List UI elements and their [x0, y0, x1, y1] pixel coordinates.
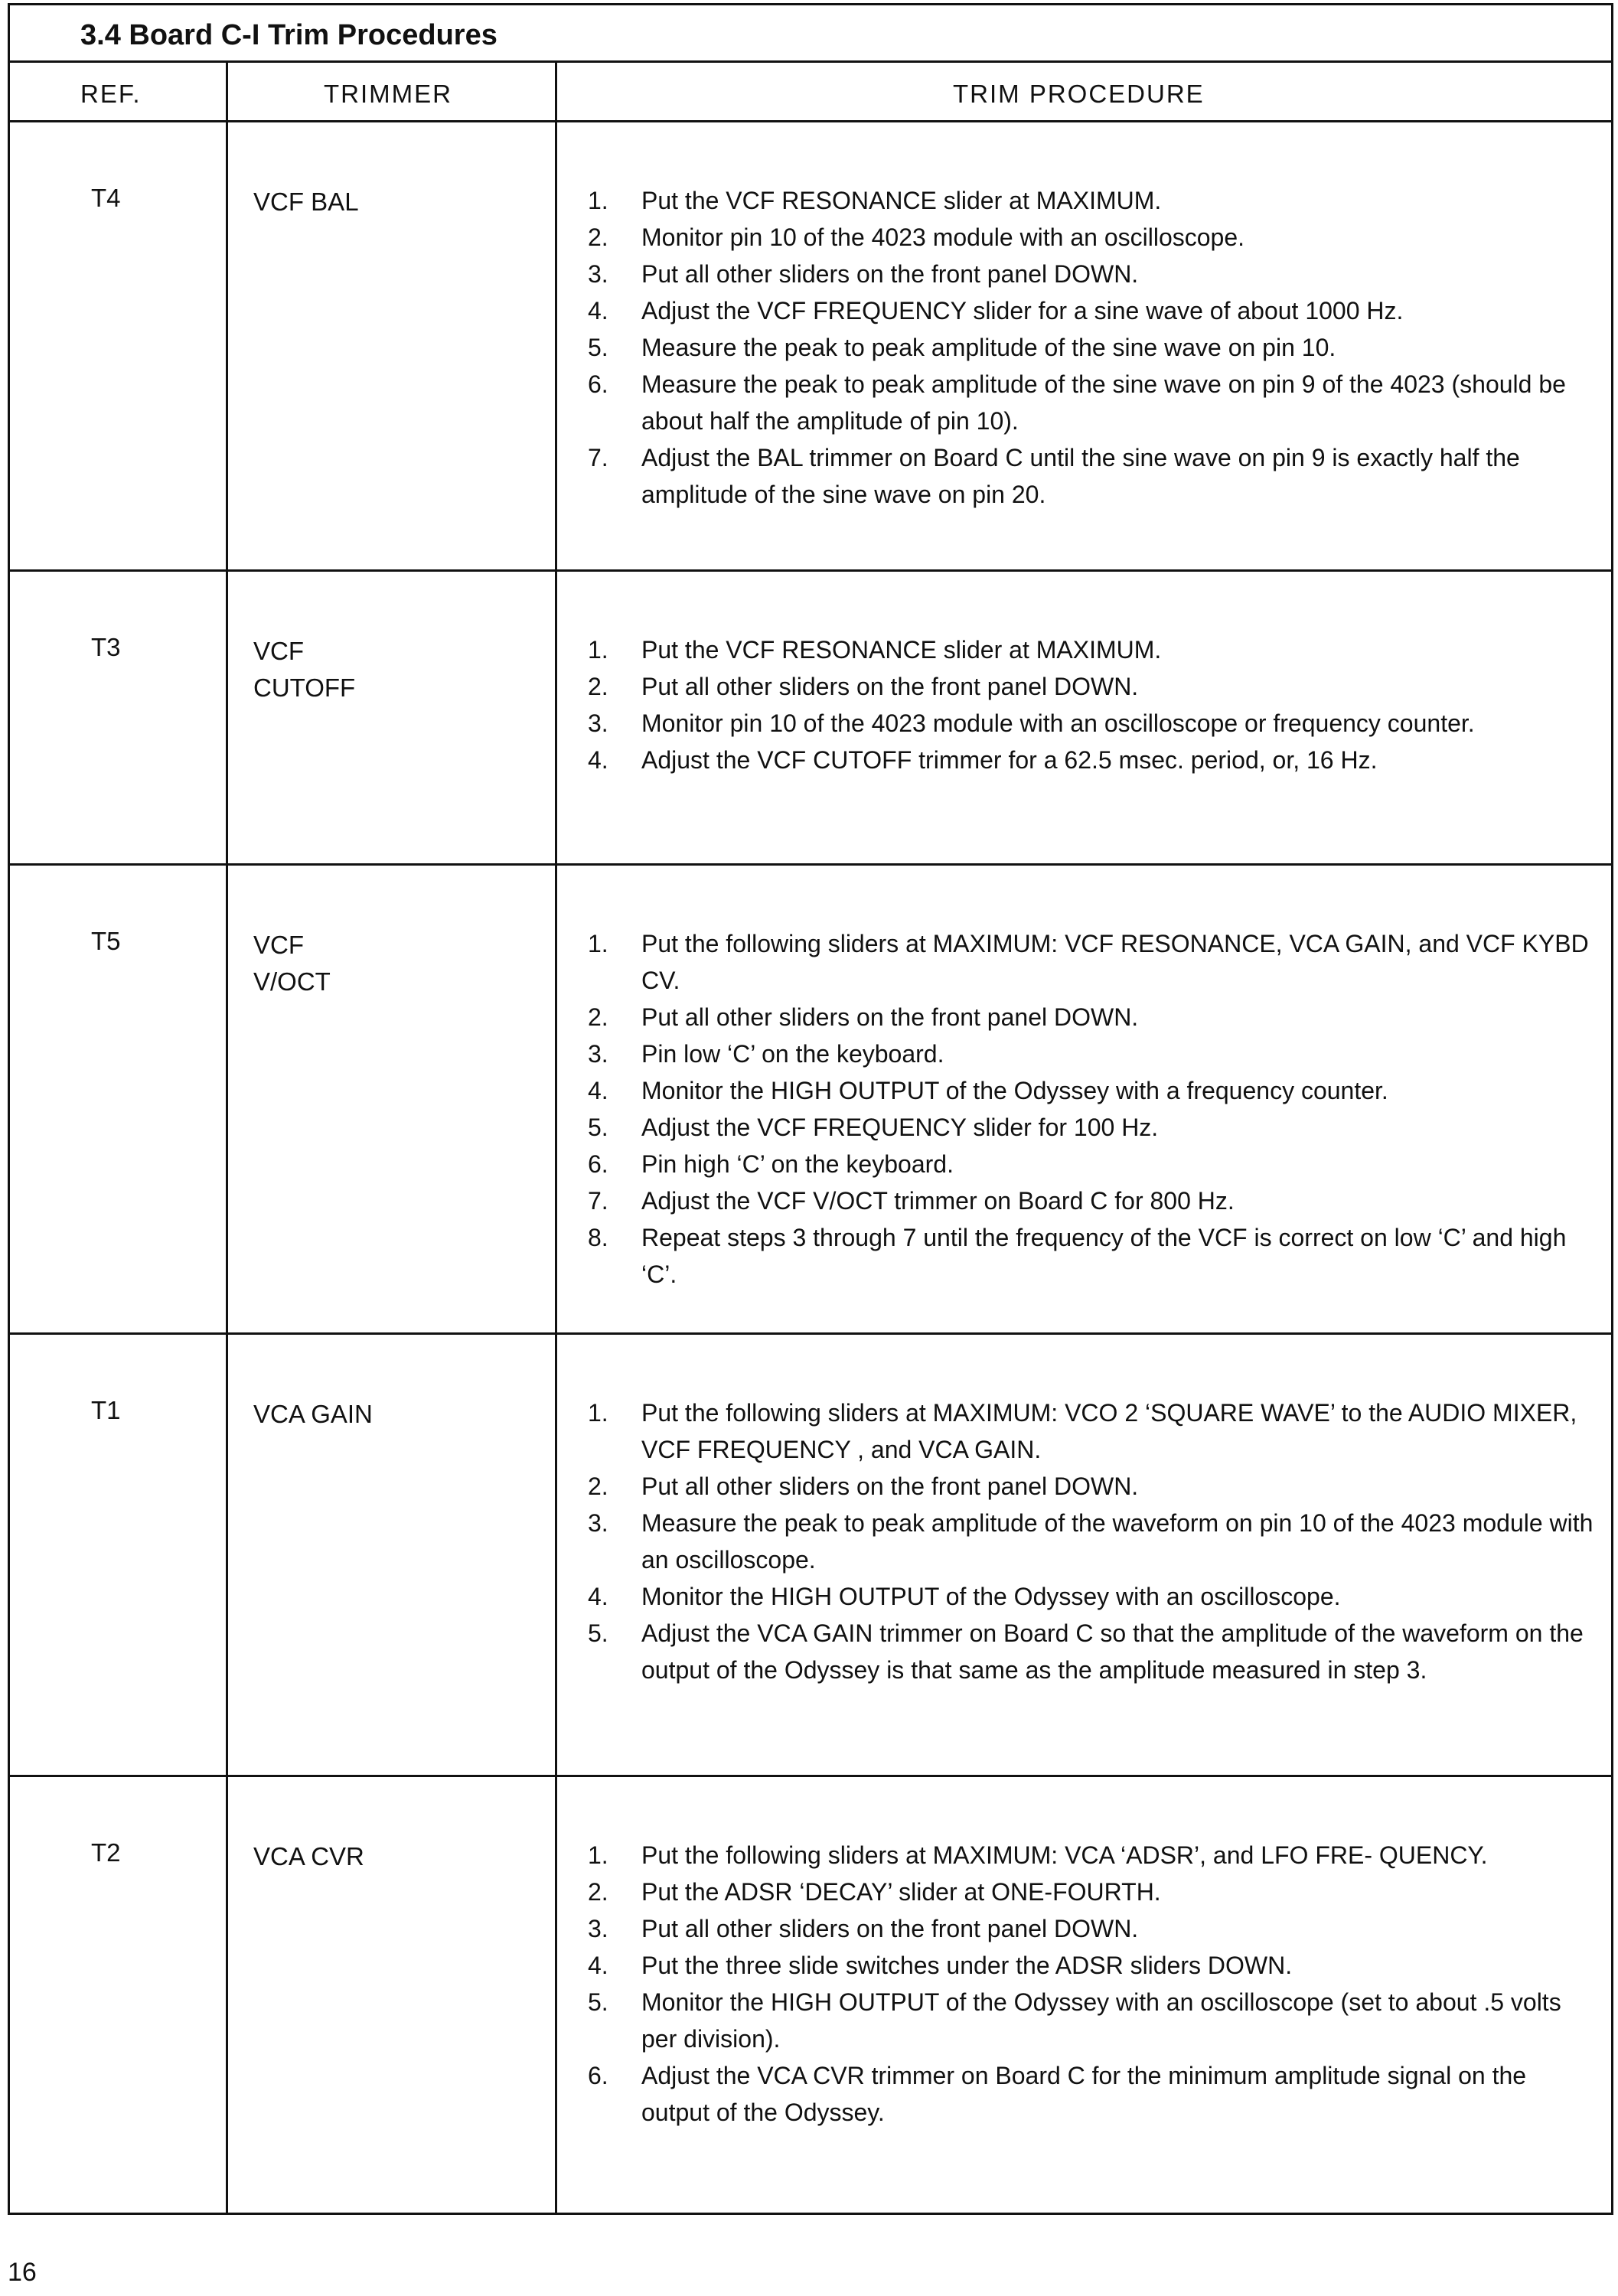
step-text: Put all other sliders on the front panel DOWN.: [641, 1915, 1139, 1942]
procedure-step: [588, 1874, 1598, 1910]
table-row: [10, 866, 1611, 1335]
step-number: 2.: [588, 223, 608, 251]
procedure-step: [588, 1505, 1598, 1578]
ref-cell: T4: [91, 184, 121, 212]
table-row: [10, 1777, 1611, 2215]
procedure-steps: [588, 925, 1598, 1293]
procedure-step: [588, 1984, 1598, 2057]
step-number: 8.: [588, 1224, 608, 1251]
step-text: Repeat steps 3 through 7 until the frequency of the VCF is correct on low ‘C’ and high ‘C’.: [641, 1224, 1567, 1288]
step-number: 2.: [588, 673, 608, 700]
ref-header: REF.: [80, 80, 142, 108]
step-number: 1.: [588, 1841, 608, 1869]
procedure-step: [588, 631, 1598, 668]
step-number: 6.: [588, 1150, 608, 1178]
step-text: Put all other sliders on the front panel DOWN.: [641, 673, 1139, 700]
trim-procedures-table: [8, 3, 1613, 2215]
procedure-step: [588, 1578, 1598, 1615]
step-text: Adjust the BAL trimmer on Board C until the sine wave on pin 9 is exactly half the amplitude of the sine wave on pin 20.: [641, 444, 1520, 508]
step-text: Adjust the VCF CUTOFF trimmer for a 62.5 msec. period, or, 16 Hz.: [641, 746, 1378, 774]
procedure-step: [588, 1146, 1598, 1182]
step-text: Measure the peak to peak amplitude of the waveform on pin 10 of the 4023 module with an oscilloscope.: [641, 1509, 1594, 1574]
step-number: 6.: [588, 370, 608, 398]
step-text: Monitor pin 10 of the 4023 module with an oscilloscope or frequency counter.: [641, 709, 1475, 737]
procedure-step: [588, 705, 1598, 742]
procedure-step: [588, 668, 1598, 705]
step-number: 4.: [588, 1952, 608, 1979]
title-row: [10, 5, 1611, 63]
step-number: 7.: [588, 444, 608, 471]
page-title: 3.4 Board C-I Trim Procedures: [80, 19, 497, 51]
step-number: 1.: [588, 1399, 608, 1427]
step-text: Measure the peak to peak amplitude of the sine wave on pin 9 of the 4023 (should be about half the amplitude of pin 10).: [641, 370, 1566, 435]
step-text: Put all other sliders on the front panel DOWN.: [641, 260, 1139, 288]
procedure-step: [588, 1615, 1598, 1688]
step-number: 4.: [588, 1583, 608, 1610]
ref-cell: T5: [91, 927, 121, 955]
page-number: 16: [8, 2258, 37, 2287]
step-text: Put the following sliders at MAXIMUM: VCO 2 ‘SQUARE WAVE’ to the AUDIO MIXER, VCF FREQUENCY , and VCA GAIN.: [641, 1399, 1577, 1463]
ref-cell: T2: [91, 1838, 121, 1867]
procedure-steps: [588, 182, 1598, 513]
procedure-step: [588, 1109, 1598, 1146]
step-text: Monitor the HIGH OUTPUT of the Odyssey with an oscilloscope.: [641, 1583, 1341, 1610]
ref-cell: T1: [91, 1396, 121, 1424]
procedure-step: [588, 742, 1598, 778]
procedure-step: [588, 292, 1598, 329]
procedure-step: [588, 999, 1598, 1035]
procedure-step: [588, 1035, 1598, 1072]
step-text: Put all other sliders on the front panel DOWN.: [641, 1003, 1139, 1031]
step-number: 2.: [588, 1473, 608, 1500]
step-number: 4.: [588, 1077, 608, 1104]
procedure-step: [588, 1182, 1598, 1219]
procedure-steps: [588, 631, 1598, 778]
step-number: 5.: [588, 1988, 608, 2016]
step-number: 4.: [588, 746, 608, 774]
step-text: Pin high ‘C’ on the keyboard.: [641, 1150, 954, 1178]
table-row: [10, 122, 1611, 572]
procedure-step: [588, 182, 1598, 219]
procedure-step: [588, 925, 1598, 999]
trimmer-cell: VCF BAL: [253, 188, 359, 216]
table-row: [10, 572, 1611, 866]
procedure-step: [588, 1947, 1598, 1984]
trimmer-cell: VCA CVR: [253, 1842, 364, 1870]
step-number: 2.: [588, 1878, 608, 1906]
procedure-step: [588, 439, 1598, 513]
ref-cell: T3: [91, 633, 121, 661]
step-number: 5.: [588, 1619, 608, 1647]
procedure-step: [588, 329, 1598, 366]
step-text: Adjust the VCF FREQUENCY slider for 100 Hz.: [641, 1114, 1159, 1141]
step-number: 1.: [588, 930, 608, 957]
procedure-step: [588, 366, 1598, 439]
step-text: Measure the peak to peak amplitude of the sine wave on pin 10.: [641, 334, 1336, 361]
step-text: Put the VCF RESONANCE slider at MAXIMUM.: [641, 636, 1162, 664]
step-number: 3.: [588, 1509, 608, 1537]
procedure-steps: [588, 1394, 1598, 1688]
step-number: 5.: [588, 1114, 608, 1141]
step-number: 3.: [588, 1040, 608, 1068]
step-text: Put all other sliders on the front panel DOWN.: [641, 1473, 1139, 1500]
procedure-step: [588, 219, 1598, 256]
step-text: Put the three slide switches under the ADSR sliders DOWN.: [641, 1952, 1293, 1979]
procedure-header: TRIM PROCEDURE: [953, 80, 1205, 108]
step-text: Put the following sliders at MAXIMUM: VCA ‘ADSR’, and LFO FRE- QUENCY.: [641, 1841, 1488, 1869]
procedure-step: [588, 1837, 1598, 1874]
step-number: 6.: [588, 2062, 608, 2089]
step-number: 1.: [588, 636, 608, 664]
step-number: 2.: [588, 1003, 608, 1031]
step-text: Pin low ‘C’ on the keyboard.: [641, 1040, 944, 1068]
procedure-step: [588, 1468, 1598, 1505]
trimmer-header: TRIMMER: [324, 80, 452, 108]
step-text: Monitor the HIGH OUTPUT of the Odyssey with an oscilloscope (set to about .5 volts per division).: [641, 1988, 1561, 2053]
procedure-step: [588, 1219, 1598, 1293]
step-text: Put the VCF RESONANCE slider at MAXIMUM.: [641, 187, 1162, 214]
step-text: Adjust the VCF FREQUENCY slider for a sine wave of about 1000 Hz.: [641, 297, 1404, 325]
step-text: Monitor the HIGH OUTPUT of the Odyssey with a frequency counter.: [641, 1077, 1388, 1104]
procedure-steps: [588, 1837, 1598, 2131]
procedure-step: [588, 2057, 1598, 2131]
step-number: 3.: [588, 709, 608, 737]
step-number: 7.: [588, 1187, 608, 1215]
table-row: [10, 1335, 1611, 1777]
header-row: [10, 63, 1611, 122]
step-number: 3.: [588, 1915, 608, 1942]
procedure-step: [588, 256, 1598, 292]
step-text: Adjust the VCA GAIN trimmer on Board C so that the amplitude of the waveform on the output of the Odyssey is that same as the amplitude measured in step 3.: [641, 1619, 1584, 1684]
trimmer-cell: VCA GAIN: [253, 1400, 373, 1428]
step-text: Put the ADSR ‘DECAY’ slider at ONE-FOURTH.: [641, 1878, 1161, 1906]
step-text: Adjust the VCA CVR trimmer on Board C for the minimum amplitude signal on the output of the Odyssey.: [641, 2062, 1527, 2126]
step-text: Adjust the VCF V/OCT trimmer on Board C for 800 Hz.: [641, 1187, 1235, 1215]
procedure-step: [588, 1394, 1598, 1468]
procedure-step: [588, 1072, 1598, 1109]
step-number: 3.: [588, 260, 608, 288]
step-text: Monitor pin 10 of the 4023 module with an oscilloscope.: [641, 223, 1245, 251]
step-number: 4.: [588, 297, 608, 325]
step-text: Put the following sliders at MAXIMUM: VCF RESONANCE, VCA GAIN, and VCF KYBD CV.: [641, 930, 1589, 994]
procedure-step: [588, 1910, 1598, 1947]
step-number: 5.: [588, 334, 608, 361]
step-number: 1.: [588, 187, 608, 214]
trimmer-cell: VCF CUTOFF: [253, 637, 356, 702]
trimmer-cell: VCF V/OCT: [253, 931, 331, 996]
